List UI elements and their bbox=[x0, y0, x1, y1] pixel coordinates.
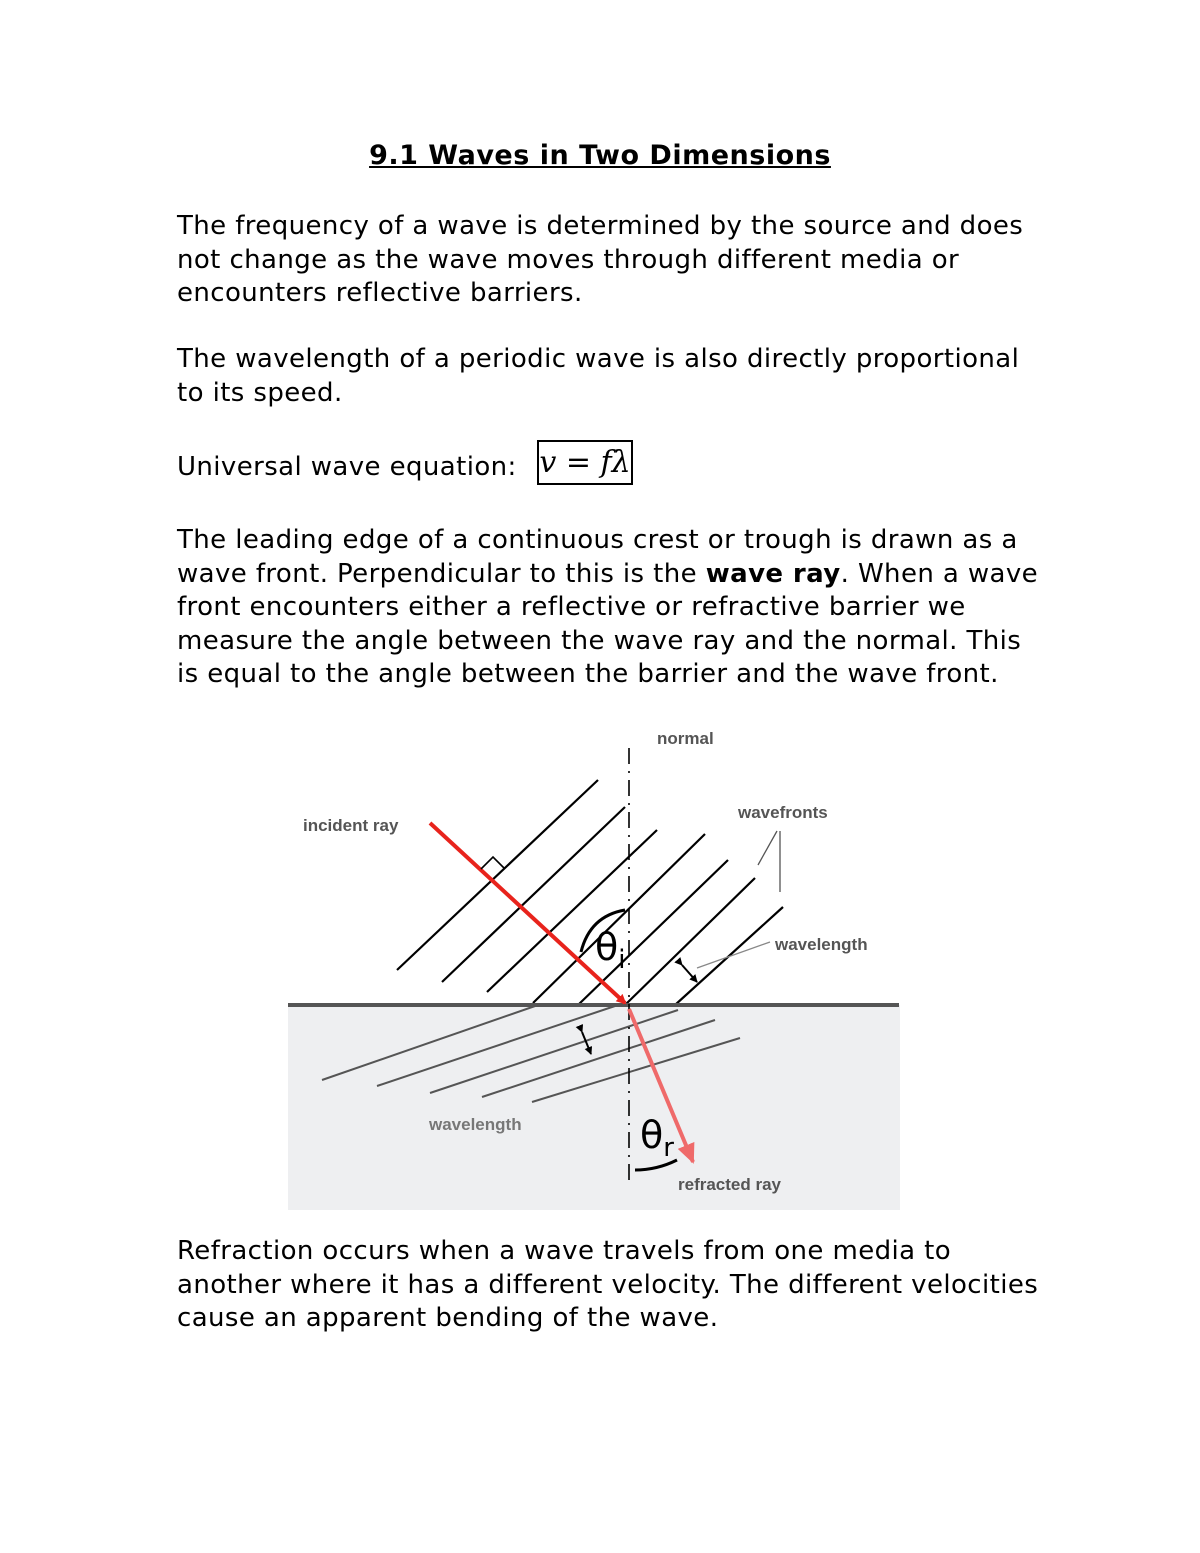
theta-r-subscript: r bbox=[663, 1133, 674, 1163]
lower-medium bbox=[288, 1005, 900, 1210]
theta-r-letter: θ bbox=[640, 1113, 664, 1157]
theta-i-symbol bbox=[595, 925, 625, 975]
incident-ray bbox=[430, 823, 625, 1003]
label-wavelength-bottom: wavelength bbox=[429, 1115, 522, 1134]
paragraph-wave-ray-text-2: . When a wave front encounters either a reflective or refractive barrier we measure the angle between the wave ray and the normal. This is equal to the angle between the barrier and the wave front. bbox=[177, 558, 1039, 689]
paragraph-wavelength: The wavelength of a periodic wave is also directly proportional to its speed. bbox=[177, 344, 1020, 408]
label-normal: normal bbox=[657, 729, 714, 748]
label-refracted-ray: refracted ray bbox=[678, 1175, 782, 1194]
equation-label: Universal wave equation: bbox=[177, 452, 517, 482]
right-angle-mark bbox=[481, 857, 505, 869]
label-wavelength-top: wavelength bbox=[775, 935, 868, 954]
wavelength-arrow-top bbox=[682, 965, 697, 982]
label-incident-ray: incident ray bbox=[303, 816, 399, 835]
theta-i-subscript: i bbox=[618, 945, 626, 975]
wavelength-leader-top bbox=[697, 942, 770, 968]
label-wavefronts: wavefronts bbox=[738, 803, 828, 822]
paragraph-refraction: Refraction occurs when a wave travels from one media to another where it has a different velocity. The different velocities cause an apparent bending of the wave. bbox=[177, 1236, 1039, 1333]
equation-box: v = fλ bbox=[537, 440, 633, 485]
paragraph-wave-ray-text-1: The leading edge of a continuous crest or trough is drawn as a wave front. Perpendicular to this is the bbox=[177, 525, 1018, 589]
paragraph-frequency: The frequency of a wave is determined by the source and does not change as the wave moves through different media or encounters reflective barriers. bbox=[177, 211, 1024, 308]
page-title: 9.1 Waves in Two Dimensions bbox=[369, 140, 831, 171]
paragraph-wave-ray bbox=[177, 524, 1047, 692]
wave-ray-term: wave ray bbox=[705, 558, 841, 589]
wavefronts-leader-1 bbox=[758, 831, 777, 865]
theta-i-letter: θ bbox=[595, 925, 619, 969]
refraction-diagram bbox=[285, 720, 905, 1215]
